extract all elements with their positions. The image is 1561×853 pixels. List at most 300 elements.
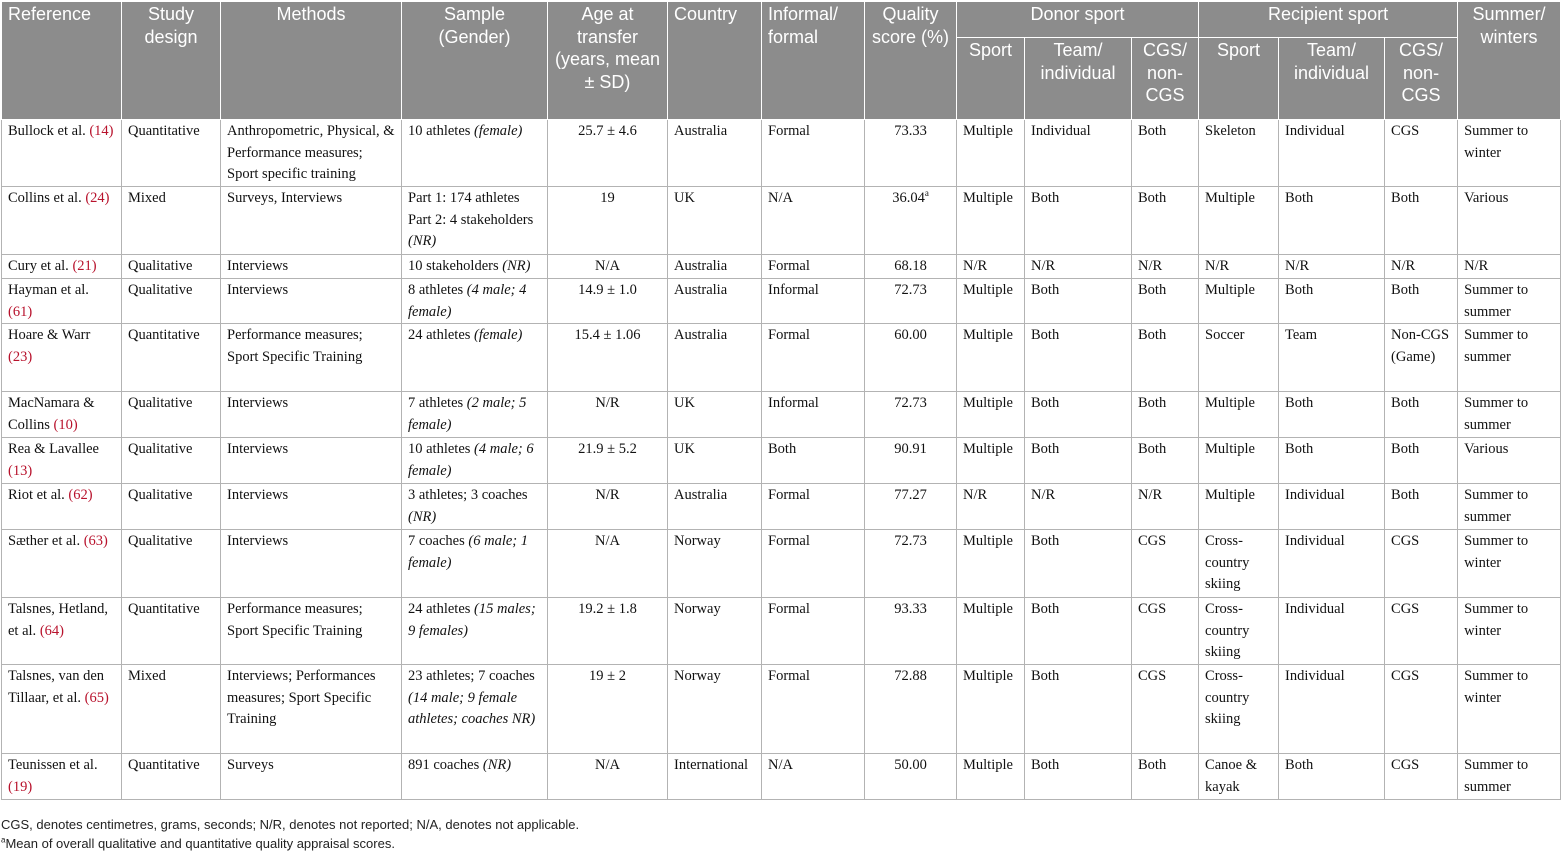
cell-quality — [865, 530, 957, 598]
cell-sample — [402, 484, 548, 530]
cell-recipient-sport — [1199, 324, 1279, 392]
cell-recipient-cgs — [1385, 598, 1458, 665]
donor-cgs-text: Both — [1138, 282, 1167, 298]
cell-informal-formal — [762, 530, 865, 598]
recipient-team-text: Both — [1285, 190, 1314, 206]
country-text: UK — [674, 395, 695, 411]
study-design-text: Qualitative — [128, 441, 193, 457]
cell-donor-team — [1025, 255, 1132, 279]
season-text: Various — [1464, 190, 1509, 206]
reference-citation-link[interactable]: (65) — [84, 689, 109, 706]
country-text: Australia — [674, 258, 728, 274]
footnote-a — [1, 834, 579, 853]
cell-country — [668, 324, 762, 392]
season-text: N/R — [1464, 258, 1489, 274]
cell-country — [668, 279, 762, 324]
cell-age — [548, 598, 668, 665]
reference-name: Cury et al. — [8, 258, 73, 274]
cell-recipient-cgs — [1385, 255, 1458, 279]
cell-recipient-cgs — [1385, 279, 1458, 324]
cell-recipient-sport — [1199, 187, 1279, 255]
methods-text: Interviews — [227, 282, 289, 298]
donor-cgs-text: N/R — [1138, 487, 1163, 503]
recipient-sport-text: N/R — [1205, 258, 1230, 274]
quality-text: 77.27 — [894, 487, 927, 503]
cell-informal-formal — [762, 279, 865, 324]
cell-donor-cgs — [1132, 324, 1199, 392]
cell-sample — [402, 255, 548, 279]
study-design-text: Mixed — [128, 668, 166, 684]
cell-donor-cgs — [1132, 438, 1199, 484]
reference-citation-link[interactable]: (62) — [68, 487, 93, 503]
recipient-team-text: Both — [1285, 441, 1314, 457]
sample-text: 23 athletes; 7 coaches — [408, 668, 535, 684]
recipient-sport-text: Canoe & kayak — [1205, 757, 1257, 795]
sample-text: 24 athletes — [408, 327, 475, 343]
cell-donor-cgs — [1132, 392, 1199, 438]
study-design-text: Quantitative — [128, 123, 200, 139]
cell-recipient-team — [1279, 324, 1385, 392]
quality-text: 72.73 — [894, 282, 927, 298]
sample-text: 7 coaches — [408, 533, 469, 549]
cell-quality — [865, 279, 957, 324]
cell-recipient-cgs — [1385, 392, 1458, 438]
cell-study-design — [122, 279, 221, 324]
study-design-text: Qualitative — [128, 258, 193, 274]
recipient-team-text: Individual — [1285, 487, 1345, 503]
country-text: Australia — [674, 327, 728, 343]
reference-citation-link[interactable]: (14) — [89, 123, 114, 139]
table-row — [2, 187, 1561, 255]
cell-methods — [221, 255, 402, 279]
recipient-sport-text: Cross-country skiing — [1205, 601, 1250, 660]
studies-table — [1, 1, 1561, 800]
header-study-design: Study design — [122, 2, 221, 120]
reference-citation-link[interactable]: (21) — [72, 258, 97, 274]
recipient-cgs-text: Both — [1391, 395, 1420, 411]
country-text: UK — [674, 190, 695, 206]
cell-informal-formal — [762, 665, 865, 754]
country-text: Australia — [674, 123, 728, 139]
quality-text: 36.04 — [892, 190, 925, 206]
reference-citation-link[interactable]: (63) — [83, 533, 108, 549]
cell-study-design — [122, 530, 221, 598]
cell-donor-cgs — [1132, 120, 1199, 187]
header-age: Age at transfer (years, mean ± SD) — [548, 2, 668, 120]
cell-donor-team — [1025, 438, 1132, 484]
methods-text: Performance measures; Sport Specific Training — [227, 327, 363, 365]
quality-text: 73.33 — [894, 123, 927, 139]
donor-sport-text: Multiple — [963, 601, 1013, 617]
table-row — [2, 255, 1561, 279]
methods-text: Interviews; Performances measures; Sport Specific Training — [227, 668, 376, 727]
country-text: Norway — [674, 668, 721, 684]
methods-text: Performance measures; Sport Specific Training — [227, 601, 363, 639]
methods-text: Interviews — [227, 258, 289, 274]
cell-donor-sport — [957, 324, 1025, 392]
cell-donor-cgs — [1132, 754, 1199, 800]
cell-season — [1458, 187, 1561, 255]
cell-age — [548, 438, 668, 484]
formal-text: N/A — [768, 757, 793, 773]
table-row — [2, 598, 1561, 665]
cell-sample — [402, 324, 548, 392]
header-recipient-cgs: CGS/ non-CGS — [1385, 38, 1458, 120]
recipient-sport-text: Multiple — [1205, 487, 1255, 503]
cell-recipient-cgs — [1385, 530, 1458, 598]
reference-citation-link[interactable]: (64) — [39, 622, 64, 639]
cell-donor-team — [1025, 279, 1132, 324]
cell-donor-cgs — [1132, 279, 1199, 324]
donor-cgs-text: Both — [1138, 441, 1167, 457]
cell-reference — [2, 754, 122, 800]
cell-reference — [2, 484, 122, 530]
cell-quality — [865, 187, 957, 255]
cell-sample — [402, 530, 548, 598]
sample-text: Part 1: 174 athletes Part 2: 4 stakeholders — [408, 190, 534, 228]
formal-text: Formal — [768, 601, 810, 617]
methods-text: Surveys, Interviews — [227, 190, 343, 206]
cell-recipient-team — [1279, 598, 1385, 665]
age-text: N/R — [595, 395, 620, 411]
cell-age — [548, 392, 668, 438]
cell-country — [668, 438, 762, 484]
cell-donor-team — [1025, 324, 1132, 392]
cell-donor-team — [1025, 754, 1132, 800]
formal-text: Informal — [768, 395, 819, 411]
formal-text: Formal — [768, 668, 810, 684]
cell-methods — [221, 754, 402, 800]
cell-quality — [865, 665, 957, 754]
season-text: Summer to winter — [1464, 533, 1529, 571]
header-country: Country — [668, 2, 762, 120]
cell-informal-formal — [762, 120, 865, 187]
cell-methods — [221, 530, 402, 598]
cell-quality — [865, 754, 957, 800]
cell-recipient-team — [1279, 187, 1385, 255]
cell-donor-sport — [957, 438, 1025, 484]
cell-age — [548, 484, 668, 530]
reference-name: Riot et al. — [8, 487, 69, 503]
cell-recipient-sport — [1199, 665, 1279, 754]
recipient-team-text: Individual — [1285, 668, 1345, 684]
cell-age — [548, 530, 668, 598]
age-text: 21.9 ± 5.2 — [578, 441, 637, 457]
cell-methods — [221, 120, 402, 187]
table-row — [2, 324, 1561, 392]
header-recipient-team: Team/ individual — [1279, 38, 1385, 120]
age-text: N/A — [595, 533, 620, 549]
cell-informal-formal — [762, 484, 865, 530]
reference-name: Teunissen et al. — [8, 757, 98, 773]
cell-methods — [221, 598, 402, 665]
donor-sport-text: Multiple — [963, 757, 1013, 773]
cell-season — [1458, 530, 1561, 598]
age-text: 14.9 ± 1.0 — [578, 282, 637, 298]
cell-recipient-team — [1279, 754, 1385, 800]
sample-gender: (14 male; 9 female athletes; coaches NR) — [408, 689, 536, 727]
formal-text: Informal — [768, 282, 819, 298]
donor-team-text: Both — [1031, 190, 1060, 206]
cell-age — [548, 187, 668, 255]
cell-quality — [865, 438, 957, 484]
donor-team-text: Both — [1031, 395, 1060, 411]
age-text: N/A — [595, 258, 620, 274]
cell-recipient-sport — [1199, 120, 1279, 187]
reference-name: Hoare & Warr — [8, 327, 91, 343]
cell-sample — [402, 187, 548, 255]
donor-team-text: Both — [1031, 533, 1060, 549]
cell-season — [1458, 484, 1561, 530]
table-row — [2, 392, 1561, 438]
table-row — [2, 530, 1561, 598]
cell-country — [668, 120, 762, 187]
table-row — [2, 754, 1561, 800]
donor-cgs-text: CGS — [1138, 533, 1167, 549]
cell-methods — [221, 484, 402, 530]
donor-sport-text: Multiple — [963, 327, 1013, 343]
cell-age — [548, 324, 668, 392]
age-text: 19 — [600, 190, 615, 206]
table-body — [2, 120, 1561, 800]
header-recipient-sport: Recipient sport — [1199, 2, 1458, 38]
study-design-text: Qualitative — [128, 282, 193, 298]
reference-name: Bullock et al. — [8, 123, 90, 139]
cell-age — [548, 120, 668, 187]
sample-gender: (NR) — [408, 233, 437, 249]
country-text: Norway — [674, 601, 721, 617]
country-text: Australia — [674, 282, 728, 298]
cell-recipient-cgs — [1385, 665, 1458, 754]
cell-informal-formal — [762, 187, 865, 255]
cell-recipient-cgs — [1385, 120, 1458, 187]
footnote-abbreviations: CGS, denotes centimetres, grams, seconds; N/R, denotes not reported; N/A, denotes not applicable. — [1, 817, 580, 832]
methods-text: Interviews — [227, 533, 289, 549]
sample-text: 891 coaches — [408, 757, 483, 773]
cell-sample — [402, 279, 548, 324]
cell-donor-team — [1025, 392, 1132, 438]
cell-methods — [221, 279, 402, 324]
methods-text: Interviews — [227, 487, 289, 503]
recipient-cgs-text: CGS — [1391, 601, 1420, 617]
methods-text: Interviews — [227, 441, 289, 457]
quality-text: 72.88 — [894, 668, 927, 684]
quality-text: 90.91 — [894, 441, 927, 457]
study-design-text: Quantitative — [128, 601, 200, 617]
recipient-sport-text: Cross-country skiing — [1205, 668, 1250, 727]
cell-country — [668, 754, 762, 800]
season-text: Summer to summer — [1464, 327, 1529, 365]
age-text: 19.2 ± 1.8 — [578, 601, 637, 617]
header-donor-sport-sport: Sport — [957, 38, 1025, 120]
quality-text: 72.73 — [894, 533, 927, 549]
recipient-cgs-text: CGS — [1391, 757, 1420, 773]
donor-cgs-text: Both — [1138, 327, 1167, 343]
cell-recipient-team — [1279, 665, 1385, 754]
recipient-team-text: Team — [1285, 327, 1318, 343]
formal-text: Formal — [768, 487, 810, 503]
cell-informal-formal — [762, 754, 865, 800]
quality-superscript: a — [924, 188, 929, 199]
header-donor-team: Team/ individual — [1025, 38, 1132, 120]
cell-donor-sport — [957, 598, 1025, 665]
cell-methods — [221, 187, 402, 255]
donor-cgs-text: CGS — [1138, 601, 1167, 617]
cell-study-design — [122, 598, 221, 665]
country-text: Australia — [674, 487, 728, 503]
table-row — [2, 438, 1561, 484]
header-recipient-sport-sport: Sport — [1199, 38, 1279, 120]
recipient-cgs-text: CGS — [1391, 533, 1420, 549]
recipient-cgs-text: Non-CGS (Game) — [1391, 327, 1450, 365]
methods-text: Surveys — [227, 757, 274, 773]
cell-country — [668, 665, 762, 754]
methods-text: Interviews — [227, 395, 289, 411]
table-header — [2, 2, 1561, 120]
cell-country — [668, 187, 762, 255]
reference-citation-link[interactable]: (10) — [53, 416, 78, 433]
cell-study-design — [122, 438, 221, 484]
sample-gender: (4 male; 6 female) — [408, 441, 534, 479]
cell-methods — [221, 324, 402, 392]
header-reference: Reference — [2, 2, 122, 120]
formal-text: N/A — [768, 190, 793, 206]
donor-cgs-text: Both — [1138, 123, 1167, 139]
donor-team-text: Both — [1031, 441, 1060, 457]
quality-text: 68.18 — [894, 258, 927, 274]
cell-reference — [2, 324, 122, 392]
recipient-cgs-text: N/R — [1391, 258, 1416, 274]
footnote-a-text: Mean of overall qualitative and quantitative quality appraisal scores. — [5, 836, 395, 851]
cell-country — [668, 530, 762, 598]
sample-gender: (NR) — [482, 757, 512, 773]
table-row — [2, 120, 1561, 187]
formal-text: Formal — [768, 123, 810, 139]
donor-cgs-text: CGS — [1138, 668, 1167, 684]
recipient-sport-text: Soccer — [1205, 327, 1245, 343]
footnotes — [1, 815, 579, 853]
cell-reference — [2, 120, 122, 187]
recipient-cgs-text: CGS — [1391, 668, 1420, 684]
cell-quality — [865, 598, 957, 665]
season-text: Various — [1464, 441, 1509, 457]
recipient-team-text: Both — [1285, 395, 1314, 411]
cell-sample — [402, 392, 548, 438]
cell-recipient-sport — [1199, 438, 1279, 484]
reference-citation-link[interactable]: (19) — [8, 778, 33, 795]
cell-donor-sport — [957, 754, 1025, 800]
reference-citation-link[interactable]: (61) — [8, 303, 33, 320]
age-text: 19 ± 2 — [589, 668, 626, 684]
cell-sample — [402, 120, 548, 187]
sample-gender: (2 male; 5 female) — [408, 395, 527, 433]
reference-citation-link[interactable]: (24) — [85, 190, 110, 206]
donor-sport-text: Multiple — [963, 668, 1013, 684]
recipient-sport-text: Multiple — [1205, 282, 1255, 298]
sample-gender: (female) — [474, 123, 523, 139]
recipient-cgs-text: Both — [1391, 190, 1420, 206]
donor-cgs-text: Both — [1138, 190, 1167, 206]
donor-team-text: Both — [1031, 327, 1060, 343]
cell-study-design — [122, 754, 221, 800]
cell-reference — [2, 392, 122, 438]
recipient-sport-text: Skeleton — [1205, 123, 1256, 139]
cell-donor-sport — [957, 530, 1025, 598]
reference-name: MacNamara & Collins — [8, 395, 95, 433]
reference-citation-link[interactable]: (13) — [8, 462, 33, 479]
season-text: Summer to summer — [1464, 487, 1529, 525]
table-row — [2, 665, 1561, 754]
cell-study-design — [122, 392, 221, 438]
quality-text: 93.33 — [894, 601, 927, 617]
cell-recipient-sport — [1199, 392, 1279, 438]
cell-quality — [865, 120, 957, 187]
quality-text: 60.00 — [894, 327, 927, 343]
recipient-team-text: Both — [1285, 282, 1314, 298]
cell-informal-formal — [762, 392, 865, 438]
sample-text: 10 athletes — [408, 441, 475, 457]
cell-country — [668, 392, 762, 438]
cell-donor-cgs — [1132, 255, 1199, 279]
cell-donor-team — [1025, 484, 1132, 530]
study-design-text: Quantitative — [128, 757, 200, 773]
cell-season — [1458, 438, 1561, 484]
cell-recipient-cgs — [1385, 438, 1458, 484]
cell-quality — [865, 255, 957, 279]
cell-reference — [2, 665, 122, 754]
recipient-sport-text: Multiple — [1205, 190, 1255, 206]
cell-donor-cgs — [1132, 484, 1199, 530]
table-row — [2, 279, 1561, 324]
reference-name: Talsnes, Hetland, et al. — [8, 601, 109, 639]
cell-reference — [2, 530, 122, 598]
cell-season — [1458, 754, 1561, 800]
study-design-text: Qualitative — [128, 395, 193, 411]
recipient-cgs-text: Both — [1391, 441, 1420, 457]
footnote-marker: a — [1, 835, 6, 845]
cell-donor-cgs — [1132, 598, 1199, 665]
cell-recipient-sport — [1199, 598, 1279, 665]
reference-name: Sæther et al. — [8, 533, 84, 549]
recipient-cgs-text: Both — [1391, 487, 1420, 503]
header-quality: Quality score (%) — [865, 2, 957, 120]
donor-sport-text: Multiple — [963, 282, 1013, 298]
sample-gender: (NR) — [502, 258, 531, 274]
cell-donor-cgs — [1132, 187, 1199, 255]
cell-donor-team — [1025, 187, 1132, 255]
formal-text: Formal — [768, 533, 810, 549]
cell-donor-cgs — [1132, 530, 1199, 598]
cell-age — [548, 665, 668, 754]
cell-methods — [221, 392, 402, 438]
study-design-text: Quantitative — [128, 327, 200, 343]
season-text: Summer to summer — [1464, 395, 1529, 433]
cell-quality — [865, 392, 957, 438]
reference-name: Hayman et al. — [8, 282, 89, 298]
recipient-team-text: N/R — [1285, 258, 1310, 274]
header-summer-winters: Summer/ winters — [1458, 2, 1561, 120]
donor-sport-text: Multiple — [963, 533, 1013, 549]
cell-recipient-team — [1279, 392, 1385, 438]
donor-sport-text: Multiple — [963, 441, 1013, 457]
cell-donor-sport — [957, 255, 1025, 279]
donor-team-text: N/R — [1031, 487, 1056, 503]
reference-citation-link[interactable]: (23) — [8, 348, 33, 365]
study-design-text: Qualitative — [128, 487, 193, 503]
donor-team-text: Individual — [1031, 123, 1091, 139]
cell-recipient-team — [1279, 438, 1385, 484]
cell-season — [1458, 255, 1561, 279]
